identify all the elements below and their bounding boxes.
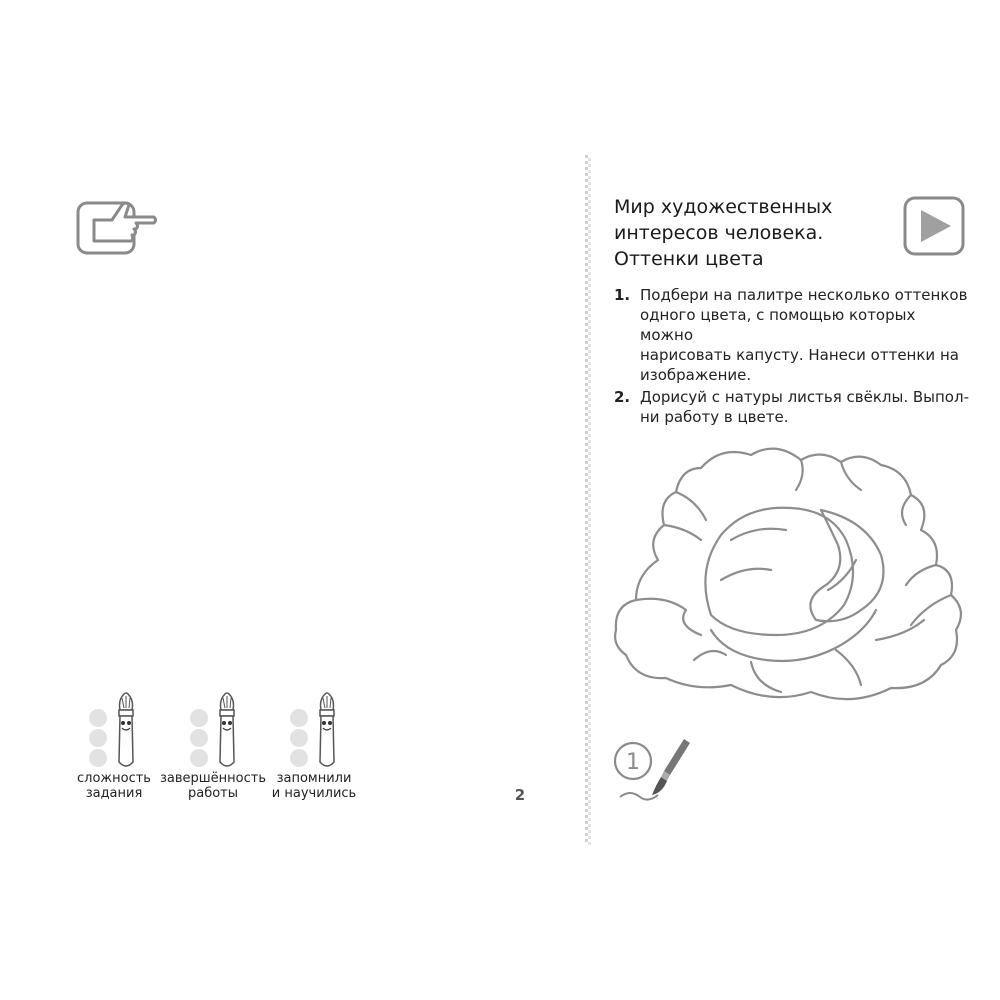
- difficulty-level-badge: [612, 737, 694, 805]
- page-title: Мир художественных интересов человека. Оттенки цвета: [614, 196, 833, 270]
- pointing-hand-icon: [76, 195, 158, 257]
- brush-character-icon: [320, 693, 334, 766]
- book-spine: [585, 155, 591, 845]
- page-number: 2: [514, 786, 526, 804]
- brush-icon: [652, 739, 690, 795]
- play-icon[interactable]: [903, 196, 965, 256]
- brush-character-icon: [220, 693, 234, 766]
- completeness-meter[interactable]: [187, 690, 267, 770]
- learned-label: запомнили и научились: [271, 771, 357, 801]
- difficulty-meter[interactable]: [86, 690, 166, 770]
- task-item-1: 1. Подбери на палитре несколько оттенков одного цвета, с помощью которых можно нарисовать капусту. Нанеси оттенки на изображение.: [614, 286, 968, 384]
- svg-text:1: 1: [626, 750, 640, 775]
- brush-character-icon: [119, 693, 133, 766]
- task-list: [614, 285, 969, 429]
- cabbage-illustration[interactable]: [606, 430, 976, 735]
- completeness-label: завершённость работы: [159, 771, 267, 801]
- difficulty-label: сложность задания: [77, 771, 151, 801]
- learned-meter[interactable]: [287, 690, 367, 770]
- task-item-2: 2. Дорисуй с натуры листья свёклы. Выпол- ни работу в цвете.: [614, 388, 969, 426]
